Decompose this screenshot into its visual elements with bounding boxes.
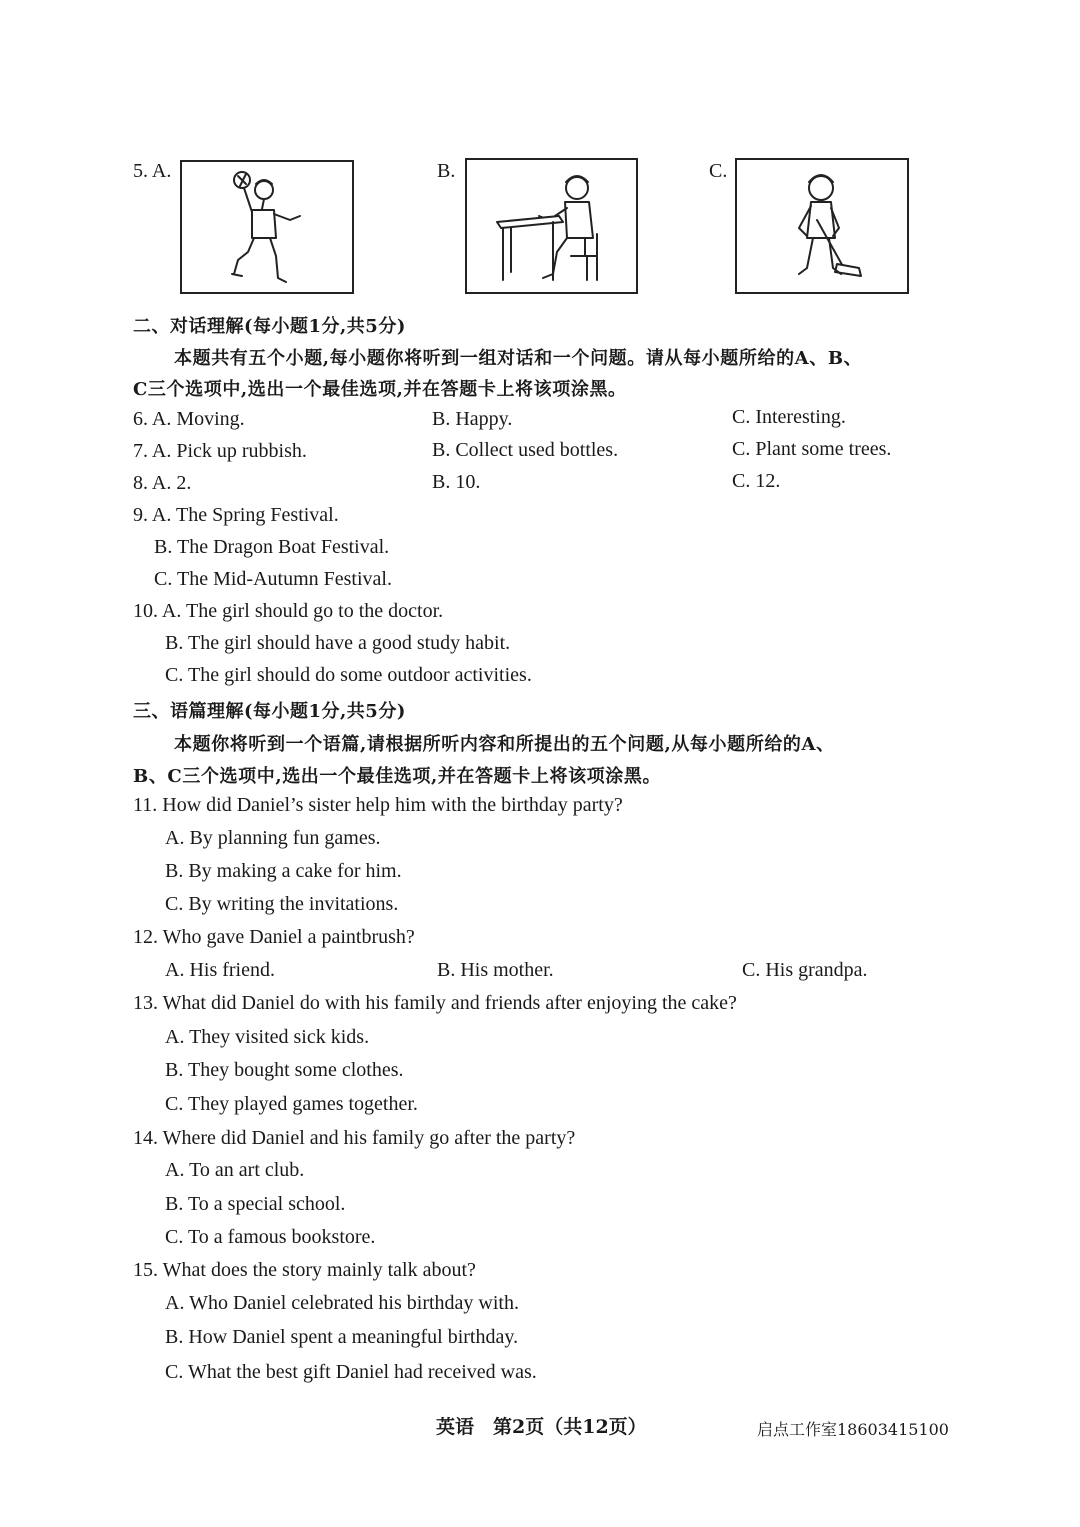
q15-question: 15. What does the story mainly talk about? bbox=[133, 1259, 476, 1281]
q6-option-a: 6. A. Moving. bbox=[133, 408, 245, 430]
q10-option-a: 10. A. The girl should go to the doctor. bbox=[133, 600, 444, 622]
q5-picture-a bbox=[180, 160, 354, 294]
q14-option-a: A. To an art club. bbox=[165, 1159, 305, 1181]
q10-option-b: B. The girl should have a good study habit. bbox=[165, 632, 511, 654]
section3-instruction-line1: 本题你将听到一个语篇,请根据所听内容和所提出的五个问题,从每小题所给的A、 bbox=[174, 734, 835, 755]
q14-question: 14. Where did Daniel and his family go after the party? bbox=[133, 1127, 576, 1149]
q12-option-a: A. His friend. bbox=[165, 959, 275, 981]
q7-option-c: C. Plant some trees. bbox=[732, 438, 892, 460]
q12-question: 12. Who gave Daniel a paintbrush? bbox=[133, 926, 415, 948]
q13-option-b: B. They bought some clothes. bbox=[165, 1059, 404, 1081]
q5-label-c: C. bbox=[709, 160, 728, 182]
q7-option-b: B. Collect used bottles. bbox=[432, 439, 619, 461]
q12-option-b: B. His mother. bbox=[437, 959, 554, 981]
q8-option-b: B. 10. bbox=[432, 471, 481, 493]
section2-instruction-line1: 本题共有五个小题,每小题你将听到一组对话和一个问题。请从每小题所给的A、B、 bbox=[174, 348, 863, 369]
q15-option-a: A. Who Daniel celebrated his birthday with. bbox=[165, 1292, 519, 1314]
q13-option-c: C. They played games together. bbox=[165, 1093, 418, 1115]
studying-boy-icon bbox=[467, 160, 636, 292]
q9-option-b: B. The Dragon Boat Festival. bbox=[154, 536, 390, 558]
q5-picture-c bbox=[735, 158, 909, 294]
basketball-boy-icon bbox=[182, 162, 352, 292]
q13-question: 13. What did Daniel do with his family and friends after enjoying the cake? bbox=[133, 992, 737, 1014]
q13-option-a: A. They visited sick kids. bbox=[165, 1026, 370, 1048]
section2-instruction-line2: C三个选项中,选出一个最佳选项,并在答题卡上将该项涂黑。 bbox=[133, 379, 627, 400]
section3-heading: 三、语篇理解(每小题1分,共5分) bbox=[133, 701, 406, 722]
q14-option-b: B. To a special school. bbox=[165, 1193, 346, 1215]
q9-option-c: C. The Mid-Autumn Festival. bbox=[154, 568, 392, 590]
q11-question: 11. How did Daniel’s sister help him with the birthday party? bbox=[133, 794, 623, 816]
studio-watermark: 启点工作室18603415100 bbox=[757, 1420, 949, 1439]
q11-option-b: B. By making a cake for him. bbox=[165, 860, 402, 882]
q5-picture-b bbox=[465, 158, 638, 294]
q10-option-c: C. The girl should do some outdoor activities. bbox=[165, 664, 532, 686]
q15-option-b: B. How Daniel spent a meaningful birthday. bbox=[165, 1326, 519, 1348]
q9-option-a: 9. A. The Spring Festival. bbox=[133, 504, 339, 526]
section3-instruction-line2: B、C三个选项中,选出一个最佳选项,并在答题卡上将该项涂黑。 bbox=[133, 766, 662, 787]
q5-label-a: 5. A. bbox=[133, 160, 172, 182]
q11-option-c: C. By writing the invitations. bbox=[165, 893, 399, 915]
section2-heading: 二、对话理解(每小题1分,共5分) bbox=[133, 316, 406, 337]
q7-option-a: 7. A. Pick up rubbish. bbox=[133, 440, 307, 462]
sweeping-boy-icon bbox=[737, 160, 907, 292]
q12-option-c: C. His grandpa. bbox=[742, 959, 868, 981]
q14-option-c: C. To a famous bookstore. bbox=[165, 1226, 376, 1248]
page-footer: 英语 第2页（共12页） bbox=[436, 1416, 647, 1438]
q6-option-b: B. Happy. bbox=[432, 408, 513, 430]
q8-option-a: 8. A. 2. bbox=[133, 472, 192, 494]
q15-option-c: C. What the best gift Daniel had received was. bbox=[165, 1361, 537, 1383]
q6-option-c: C. Interesting. bbox=[732, 406, 846, 428]
q5-label-b: B. bbox=[437, 160, 456, 182]
q11-option-a: A. By planning fun games. bbox=[165, 827, 381, 849]
q8-option-c: C. 12. bbox=[732, 470, 781, 492]
